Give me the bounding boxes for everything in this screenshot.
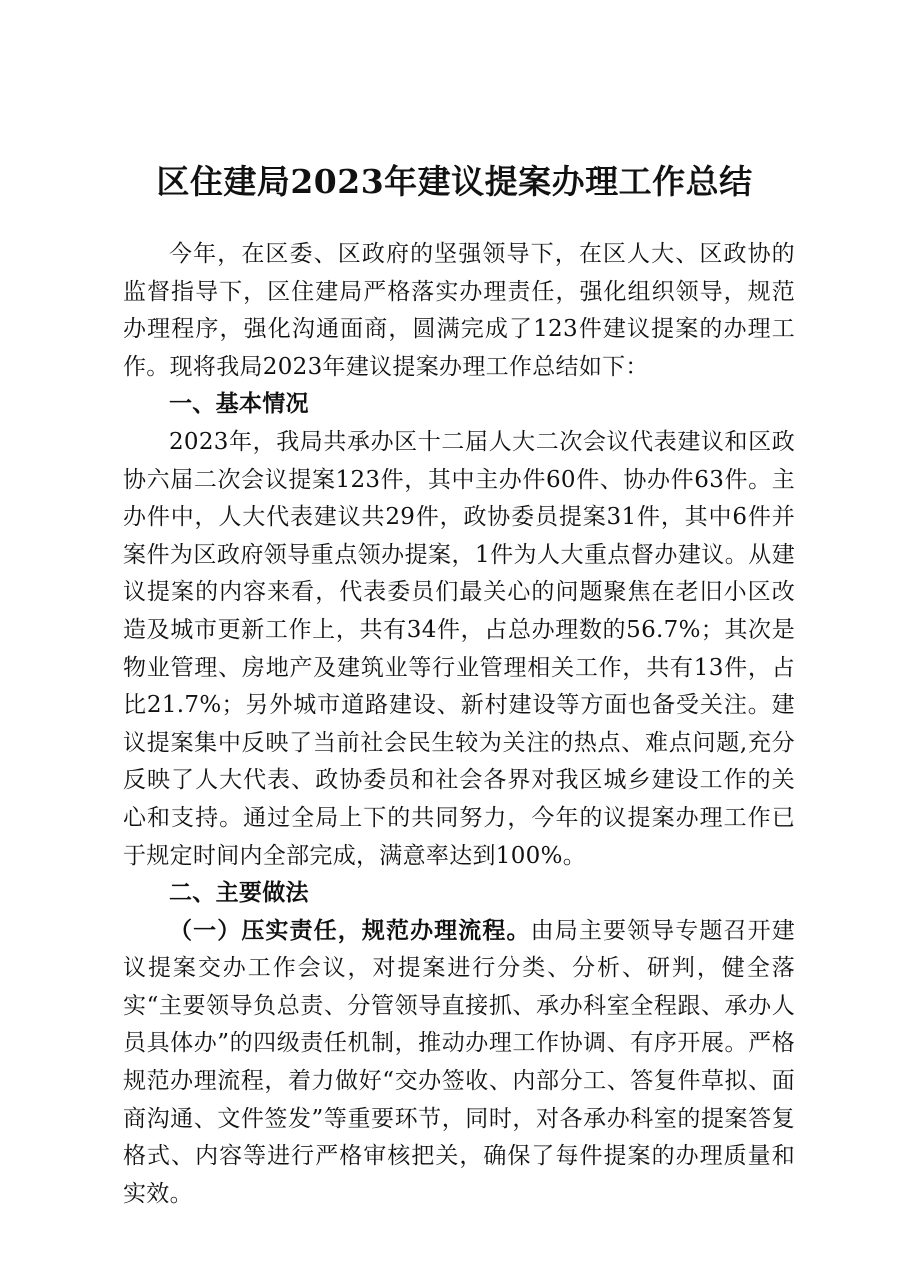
practice-item-1-text: 由局主要领导专题召开建议提案交办工作会议，对提案进行分类、分析、研判，健全落实“主要领导负总责、分管领导直接抓、承办科室全程跟、承办人员具体办”的四级责任机制，推动办理工作协调、有序开展。严格规范办理流程，着力做好“交办签收、内部分工、答复件草拟、面商沟通、文件签发”等重要环节，同时，对各承办科室的提案答复格式、内容等进行严格审核把关，确保了每件提案的办理质量和实效。 (123, 917, 795, 1207)
document-body (123, 236, 795, 1213)
intro-paragraph: 今年，在区委、区政府的坚强领导下，在区人大、区政协的监督指导下，区住建局严格落实办理责任，强化组织领导，规范办理程序，强化沟通面商，圆满完成了123件建议提案的办理工作。现将我局2023年建议提案办理工作总结如下： (123, 241, 795, 380)
section-heading-basic-situation: 一、基本情况 (169, 391, 309, 418)
section-heading-main-practices: 二、主要做法 (169, 880, 309, 907)
practice-item-1-lead: （一）压实责任，规范办理流程。 (169, 917, 531, 944)
practice-item-1-paragraph (123, 913, 795, 1214)
basic-situation-paragraph: 2023年，我局共承办区十二届人大二次会议代表建议和区政协六届二次会议提案123件，其中主办件60件、协办件63件。主办件中，人大代表建议共29件，政协委员提案31件，其中6件并案件为区政府领导重点领办提案，1件为人大重点督办建议。从建议提案的内容来看，代表委员们最关心的问题聚焦在老旧小区改造及城市更新工作上，共有34件，占总办理数的56.7%；其次是物业管理、房地产及建筑业等行业管理相关工作，共有13件，占比21.7%；另外城市道路建设、新村建设等方面也备受关注。建议提案集中反映了当前社会民生较为关注的热点、难点问题,充分反映了人大代表、政协委员和社会各界对我区城乡建设工作的关心和支持。通过全局上下的共同努力，今年的议提案办理工作已于规定时间内全部完成，满意率达到100%。 (123, 428, 795, 869)
document-title: 区住建局2023年建议提案办理工作总结 (156, 162, 753, 201)
